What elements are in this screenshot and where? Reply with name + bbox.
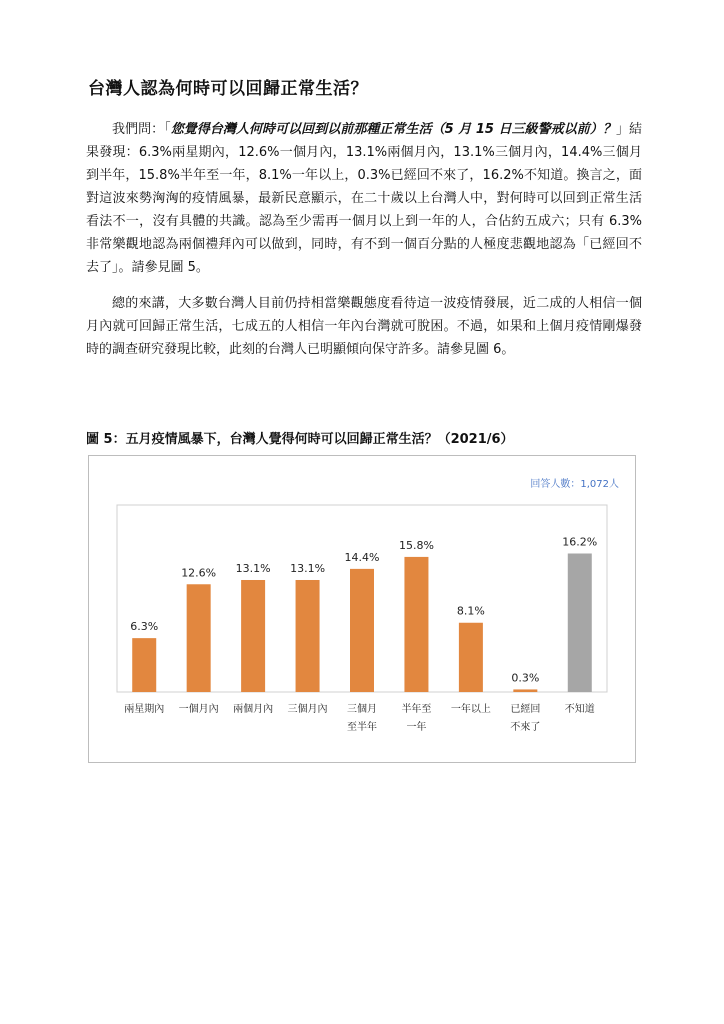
bar xyxy=(404,557,428,692)
bar xyxy=(459,623,483,692)
figure-caption: 圖 5：五月疫情風暴下，台灣人覺得何時可以回歸正常生活？（2021/6） xyxy=(86,432,514,447)
bar xyxy=(296,580,320,692)
paragraph-1-body: 」結果發現：6.3%兩星期內，12.6%一個月內，13.1%兩個月內，13.1%三個月內，14.4%三個月到半年，15.8%半年至一年，8.1%一年以上，0.3%已經回不來了，16.2%不知道。換言之，面對這波來勢洶洶的疫情風暴，最新民意顯示，在二十歲以上台灣人中，對何時可以回到正常生活看法不一，沒有具體的共識。認為至少需再一個月以上到一年的人，合佔約五成六；只有 6.3%非常樂觀地認為兩個禮拜內可以做到，同時，有不到一個百分點的人極度悲觀地認為「已經回不去了」。請參見圖 5。 xyxy=(86,122,642,275)
data-label: 15.8% xyxy=(398,538,434,552)
x-tick-label: 三個月內 xyxy=(287,704,328,715)
data-label: 16.2% xyxy=(562,535,598,549)
chart-frame xyxy=(88,455,636,763)
bar-chart xyxy=(89,456,635,762)
x-tick-label: 不知道 xyxy=(564,704,595,715)
x-tick-label: 已經回不來了 xyxy=(510,704,541,733)
x-tick-label: 半年至一年 xyxy=(401,704,432,733)
bar xyxy=(513,689,537,692)
page-title: 台灣人認為何時可以回歸正常生活？ xyxy=(88,79,368,99)
paragraph-1 xyxy=(86,118,642,279)
x-tick-label: 三個月至半年 xyxy=(347,704,377,733)
data-label: 14.4% xyxy=(344,550,380,564)
bar xyxy=(132,638,156,692)
x-tick-label: 兩個月內 xyxy=(233,704,274,715)
x-tick-label: 兩星期內 xyxy=(124,704,165,715)
data-label: 6.3% xyxy=(130,620,159,634)
data-label: 12.6% xyxy=(181,566,217,580)
survey-question: 您覺得台灣人何時可以回到以前那種正常生活（5 月 15 日三級警戒以前）？ xyxy=(170,122,616,137)
paragraph-2: 總的來講，大多數台灣人目前仍持相當樂觀態度看待這一波疫情發展，近二成的人相信一個月內就可回歸正常生活，七成五的人相信一年內台灣就可脫困。不過，如果和上個月疫情剛爆發時的調查研究發現比較，此刻的台灣人已明顯傾向保守許多。請參見圖 6。 xyxy=(86,296,642,357)
data-label: 13.1% xyxy=(290,561,326,575)
paragraph-1-lead: 我們問：「 xyxy=(112,122,171,137)
bar xyxy=(241,580,265,692)
bar xyxy=(350,569,374,692)
x-tick-label: 一年以上 xyxy=(450,704,491,715)
respondent-count: 回答人數：1,072人 xyxy=(530,479,619,490)
bar xyxy=(187,584,211,692)
data-label: 13.1% xyxy=(235,561,271,575)
bar xyxy=(568,553,592,692)
x-tick-label: 一個月內 xyxy=(178,704,219,715)
data-label: 0.3% xyxy=(511,671,540,685)
data-label: 8.1% xyxy=(456,604,485,618)
